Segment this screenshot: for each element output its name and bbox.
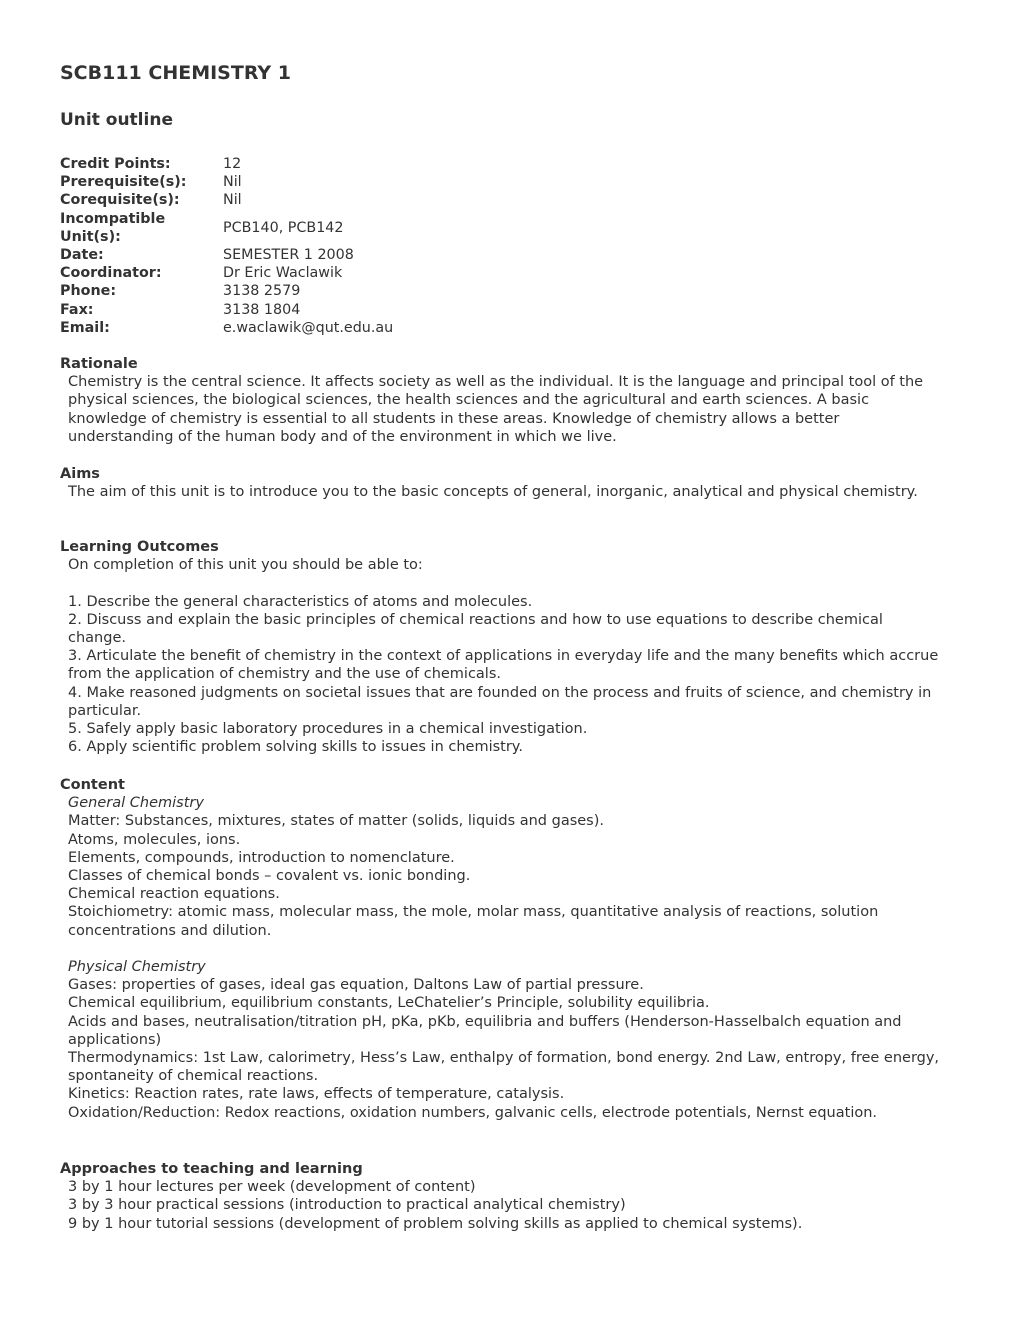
list-item: 1. Describe the general characteristics of atoms and molecules. (68, 593, 533, 610)
list-item: 4. Make reasoned judgments on societal issues that are founded on the process and fruits of science, and chemistry in particular. (68, 684, 932, 719)
info-value: PCB140, PCB142 (223, 219, 344, 236)
info-key: Date: (60, 247, 104, 264)
physical-chemistry-heading: Physical Chemistry (68, 959, 206, 976)
info-row (60, 155, 393, 173)
list-item: 5. Safely apply basic laboratory procedures in a chemical investigation. (68, 721, 588, 738)
list-item: Chemical equilibrium, equilibrium constants, LeChatelier’s Principle, solubility equilibria. (68, 995, 710, 1012)
learning-outcomes-list (68, 593, 940, 757)
list-item: Classes of chemical bonds – covalent vs. ionic bonding. (68, 868, 471, 885)
learning-outcomes-section (60, 538, 940, 756)
list-item: Acids and bases, neutralisation/titration pH, pKa, pKb, equilibria and buffers (Henderson-Hasselbalch equation and applications) (68, 1013, 902, 1048)
list-item: 6. Apply scientific problem solving skills to issues in chemistry. (68, 739, 523, 756)
learning-outcomes-intro: On completion of this unit you should be able to: (68, 557, 423, 574)
info-key: Fax: (60, 301, 94, 318)
list-item: 3 by 1 hour lectures per week (development of content) (68, 1179, 476, 1196)
list-item: 2. Discuss and explain the basic principles of chemical reactions and how to use equations to describe chemical change. (68, 611, 883, 646)
info-key: Email: (60, 319, 110, 336)
list-item: Stoichiometry: atomic mass, molecular mass, the mole, molar mass, quantitative analysis of reactions, solution concentrations and dilution. (68, 904, 879, 939)
list-item: Chemical reaction equations. (68, 886, 280, 903)
list-item: Thermodynamics: 1st Law, calorimetry, Hess’s Law, enthalpy of formation, bond energy. 2nd Law, entropy, free energy, spontaneity of chemical reactions. (68, 1050, 940, 1085)
approaches-heading: Approaches to teaching and learning (60, 1161, 363, 1177)
aims-heading: Aims (60, 466, 100, 482)
rationale-section (60, 355, 940, 446)
list-item: 3 by 3 hour practical sessions (introduction to practical analytical chemistry) (68, 1197, 626, 1214)
info-value: Nil (223, 192, 242, 209)
list-item: Atoms, molecules, ions. (68, 831, 241, 848)
list-item: Kinetics: Reaction rates, rate laws, effects of temperature, catalysis. (68, 1086, 565, 1103)
info-value: SEMESTER 1 2008 (223, 247, 354, 264)
content-heading: Content (60, 777, 125, 793)
info-value: 3138 2579 (223, 283, 301, 300)
info-row (60, 191, 393, 209)
list-item: Gases: properties of gases, ideal gas equation, Daltons Law of partial pressure. (68, 977, 644, 994)
info-key: Credit Points: (60, 156, 171, 172)
spacer (68, 940, 940, 958)
document-title: SCB111 CHEMISTRY 1 (60, 62, 292, 84)
info-value: Nil (223, 174, 242, 191)
info-row (60, 301, 393, 319)
info-row (60, 210, 393, 246)
unit-info-table (60, 155, 393, 337)
list-item: 3. Articulate the benefit of chemistry in the context of applications in everyday life and the many benefits which accrue from the application of chemistry and the use of chemicals. (68, 648, 939, 683)
list-item: Oxidation/Reduction: Redox reactions, oxidation numbers, galvanic cells, electrode potentials, Nernst equation. (68, 1104, 878, 1121)
spacer (68, 574, 940, 592)
content-section (60, 776, 940, 1122)
info-key: Prerequisite(s): (60, 174, 187, 191)
general-chemistry-heading: General Chemistry (68, 795, 204, 812)
rationale-text: Chemistry is the central science. It affects society as well as the individual. It is the language and principal tool of the physical sciences, the biological sciences, the health sciences and the agricultural and earth sciences. A basic knowledge of chemistry is essential to all students in these areas. Knowledge of chemistry allows a better understanding of the human body and of the environment in which we live. (68, 374, 924, 445)
learning-outcomes-heading: Learning Outcomes (60, 539, 219, 555)
info-value: 3138 1804 (223, 301, 301, 318)
info-row (60, 282, 393, 300)
info-key: Phone: (60, 283, 117, 300)
aims-text: The aim of this unit is to introduce you to the basic concepts of general, inorganic, analytical and physical chemistry. (68, 484, 918, 501)
info-row (60, 264, 393, 282)
approaches-section (60, 1160, 940, 1233)
info-key: Coordinator: (60, 265, 162, 282)
info-row (60, 173, 393, 191)
info-value: Dr Eric Waclawik (223, 265, 343, 282)
rationale-heading: Rationale (60, 356, 138, 372)
list-item: 9 by 1 hour tutorial sessions (development of problem solving skills as applied to chemical systems). (68, 1215, 803, 1232)
info-value: 12 (223, 156, 242, 172)
info-key: Incompatible Unit(s): (60, 210, 166, 245)
list-item: Matter: Substances, mixtures, states of matter (solids, liquids and gases). (68, 813, 605, 830)
info-value: e.waclawik@qut.edu.au (223, 319, 394, 336)
list-item: Elements, compounds, introduction to nomenclature. (68, 849, 455, 866)
info-row (60, 246, 393, 264)
info-row (60, 319, 393, 337)
document-subtitle: Unit outline (60, 110, 173, 130)
aims-section (60, 465, 940, 501)
info-key: Corequisite(s): (60, 192, 180, 209)
